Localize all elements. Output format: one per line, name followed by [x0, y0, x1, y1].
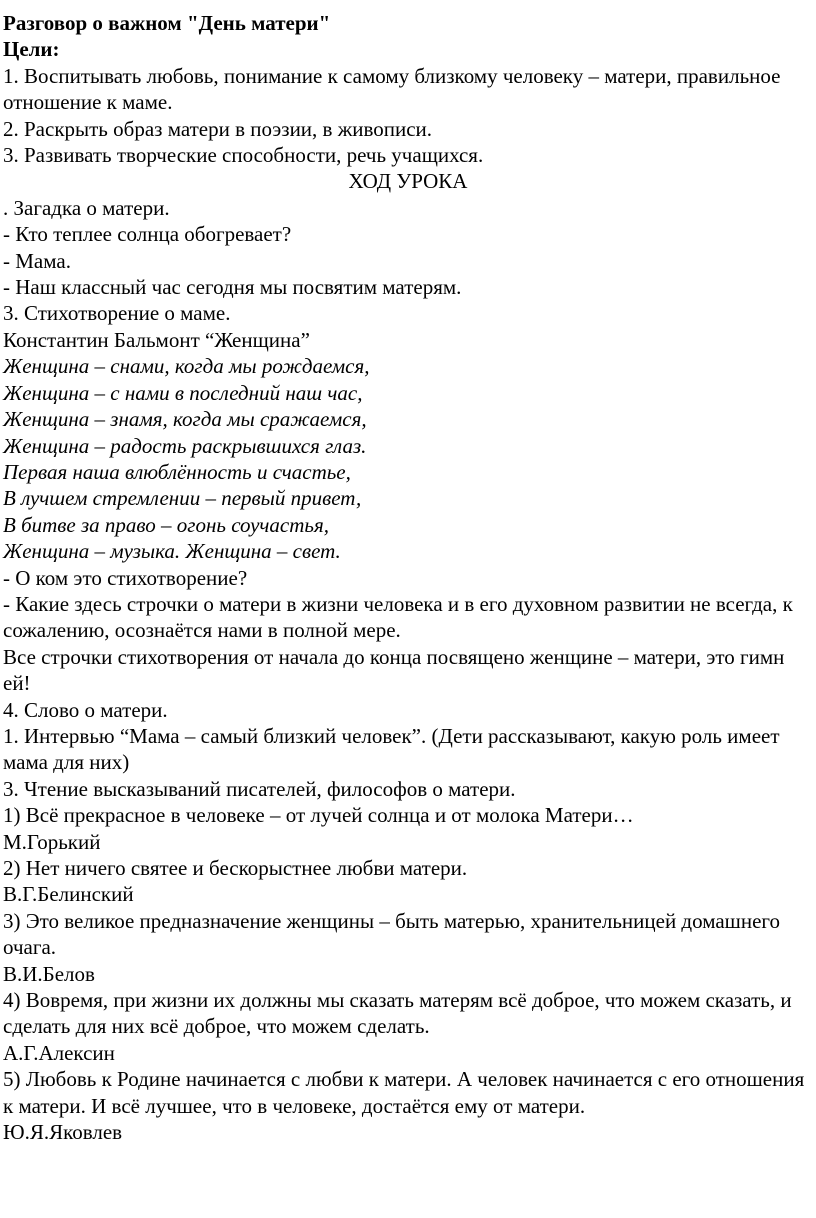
- goal-item: 1. Воспитывать любовь, понимание к самому близкому человеку – матери, правильное отношение к маме.: [3, 63, 781, 115]
- poem-author-title: Константин Бальмонт “Женщина”: [3, 327, 310, 352]
- lesson-heading: ХОД УРОКА: [348, 169, 468, 194]
- quote-author: В.И.Белов: [3, 961, 95, 986]
- quote-text: 3) Это великое предназначение женщины – быть матерью, хранительницей домашнего очага.: [3, 908, 780, 960]
- quote-author: В.Г.Белинский: [3, 882, 134, 907]
- poem-line: Женщина – снами, когда мы рождаемся,: [3, 354, 370, 379]
- class-hour-text: - Наш классный час сегодня мы посвятим матерям.: [3, 275, 462, 300]
- riddle-question: - Кто теплее солнца обогревает?: [3, 222, 292, 247]
- riddle-answer: - Мама.: [3, 248, 71, 273]
- poem-lines-question: - Какие здесь строчки о матери в жизни человека и в его духовном развитии не всегда, к сожалению, осознаётся нами в полной мере.: [3, 591, 793, 643]
- interview-text: 1. Интервью “Мама – самый близкий человек”. (Дети рассказывают, какую роль имеет мама для них): [3, 723, 780, 775]
- quote-text: 2) Нет ничего святее и бескорыстнее любви матери.: [3, 856, 468, 880]
- poem-line: Женщина – радость раскрывшихся глаз.: [3, 433, 367, 458]
- goal-item: 2. Раскрыть образ матери в поэзии, в живописи.: [3, 116, 433, 141]
- goal-item: 3. Развивать творческие способности, речь учащихся.: [3, 143, 484, 168]
- poem-line: В битве за право – огонь соучастья,: [3, 512, 329, 537]
- word-section-heading: 4. Слово о матери.: [3, 697, 168, 722]
- poem-section-heading: 3. Стихотворение о маме.: [3, 301, 231, 326]
- poem-line: Женщина – музыка. Женщина – свет.: [3, 539, 341, 564]
- reading-section-heading: 3. Чтение высказываний писателей, философов о матери.: [3, 776, 516, 801]
- goals-heading: Цели:: [3, 37, 60, 62]
- quote-author: Ю.Я.Яковлев: [3, 1120, 123, 1145]
- poem-line: Первая наша влюблённость и счастье,: [3, 459, 351, 484]
- riddle-intro: . Загадка о матери.: [3, 195, 170, 220]
- poem-line: Женщина – с нами в последний наш час,: [3, 380, 363, 405]
- quote-author: А.Г.Алексин: [3, 1040, 115, 1065]
- poem-question: - О ком это стихотворение?: [3, 565, 248, 590]
- quote-author: М.Горький: [3, 829, 101, 854]
- poem-summary: Все строчки стихотворения от начала до конца посвящено женщине – матери, это гимн ей!: [3, 644, 785, 696]
- poem-line: В лучшем стремлении – первый привет,: [3, 486, 362, 511]
- quote-text: 4) Вовремя, при жизни их должны мы сказать матерям всё доброе, что можем сказать, и сделать для них всё доброе, что можем сделать.: [3, 988, 792, 1039]
- document-title: Разговор о важном "День матери": [3, 11, 331, 35]
- quote-text: 5) Любовь к Родине начинается с любви к матери. А человек начинается с его отношения к матери. И всё лучшее, что в человеке, достаётся ему от матери.: [3, 1067, 805, 1118]
- quote-text: 1) Всё прекрасное в человеке – от лучей солнца и от молока Матери…: [3, 803, 634, 828]
- poem-line: Женщина – знамя, когда мы сражаемся,: [3, 407, 367, 432]
